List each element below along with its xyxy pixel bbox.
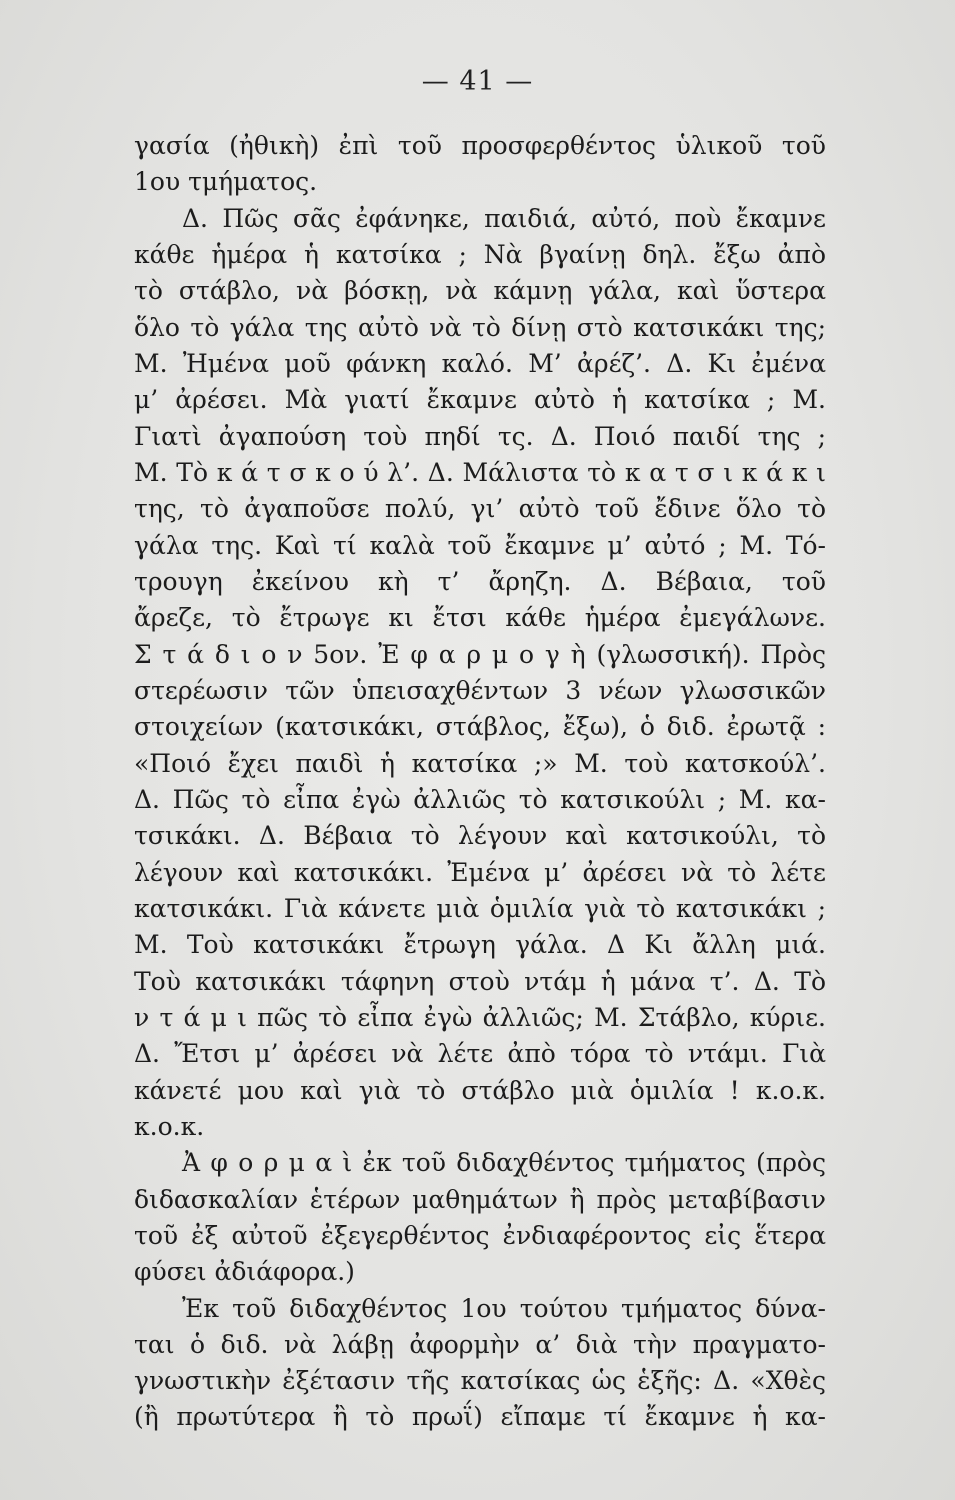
- text-line: τὸ στάβλο, νὰ βόσκῃ, νὰ κάμνῃ γάλα, καὶ ὕστερα: [134, 276, 826, 306]
- text-line: γνωστικὴν ἐξέτασιν τῆς κατσίκας ὡς ἑξῆς: Δ. «Χθὲς: [134, 1366, 826, 1396]
- text-line: Δ. Πῶς τὸ εἶπα ἐγὼ ἀλλιῶς τὸ κατσικούλι ; Μ. κα-: [134, 784, 826, 814]
- text-line: Ἀ φ ο ρ μ α ὶ ἐκ τοῦ διδαχθέντος τμήματος (πρὸς: [182, 1148, 826, 1178]
- text-line: μ’ ἀρέσει. Μὰ γιατί ἔκαμνε αὐτὸ ἡ κατσίκα ; Μ.: [134, 385, 826, 415]
- text-line: ὅλο τὸ γάλα της αὐτὸ νὰ τὸ δίνῃ στὸ κατσικάκι της;: [134, 312, 826, 342]
- text-line: Δ. Πῶς σᾶς ἐφάνηκε, παιδιά, αὐτό, ποὺ ἔκαμνε: [182, 203, 826, 233]
- text-line: «Ποιό ἔχει παιδὶ ἡ κατσίκα ;» Μ. τοὺ κατσκούλ’.: [134, 748, 826, 778]
- text-line: φύσει ἀδιάφορα.): [134, 1257, 355, 1287]
- text-line: κατσικάκι. Γιὰ κάνετε μιὰ ὁμιλία γιὰ τὸ κατσικάκι ;: [134, 893, 826, 923]
- text-line: της, τὸ ἀγαποῦσε πολύ, γι’ αὐτὸ τοῦ ἔδινε ὅλο τὸ: [134, 494, 826, 524]
- text-line: Δ. Ἔτσι μ’ ἀρέσει νὰ λέτε ἀπὸ τόρα τὸ ντάμι. Γιὰ: [134, 1039, 826, 1069]
- page-number: — 41 —: [421, 66, 534, 97]
- text-line: λέγουν καὶ κατσικάκι. Ἐμένα μ’ ἀρέσει νὰ τὸ λέτε: [134, 857, 826, 887]
- text-line: ν τ ά μ ι πῶς τὸ εἶπα ἐγὼ ἀλλιῶς; Μ. Στάβλο, κύριε.: [134, 1002, 826, 1032]
- text-line: Μ. Τοὺ κατσικάκι ἔτρωγη γάλα. Δ Κι ἄλλη μιά.: [134, 930, 826, 960]
- text-line: τσικάκι. Δ. Βέβαια τὸ λέγουν καὶ κατσικούλι, τὸ: [134, 821, 826, 851]
- text-line: διδασκαλίαν ἑτέρων μαθημάτων ἢ πρὸς μεταβίβασιν: [134, 1184, 826, 1214]
- text-line: γασία (ἠθικὴ) ἐπὶ τοῦ προσφερθέντος ὑλικοῦ τοῦ: [134, 131, 826, 160]
- text-line: Γιατὶ ἀγαπούση τοὺ πηδί τς. Δ. Ποιό παιδί της ;: [134, 421, 826, 451]
- text-line: Ἐκ τοῦ διδαχθέντος 1ου τούτου τμήματος δύνα-: [182, 1293, 826, 1323]
- text-line: 1ου τμήματος.: [134, 167, 318, 197]
- text-line: Σ τ ά δ ι ο ν 5ον. Ἐ φ α ρ μ ο γ ὴ (γλωσσική). Πρὸς: [134, 639, 826, 669]
- text-line: κάθε ἡμέρα ἡ κατσίκα ; Νὰ βγαίνῃ δηλ. ἔξω ἀπὸ: [134, 239, 826, 269]
- text-line: (ἢ πρωτύτερα ἢ τὸ πρωΐ) εἴπαμε τί ἔκαμνε ἡ κα-: [134, 1402, 826, 1432]
- text-line: γάλα της. Καὶ τί καλὰ τοῦ ἔκαμνε μ’ αὐτό ; Μ. Τό-: [134, 530, 826, 560]
- text-line: κ.ο.κ.: [134, 1111, 205, 1141]
- text-line: κάνετέ μου καὶ γιὰ τὸ στάβλο μιὰ ὁμιλία ! κ.ο.κ.: [134, 1075, 826, 1105]
- text-line: ἄρεζε, τὸ ἔτρωγε κι ἔτσι κάθε ἡμέρα ἐμεγάλωνε.: [134, 603, 826, 633]
- text-line: Τοὺ κατσικάκι τάφηνη στοὺ ντάμ ἡ μάνα τ’. Δ. Τὸ: [134, 966, 826, 996]
- text-line: τοῦ ἐξ αὐτοῦ ἐξεγερθέντος ἐνδιαφέροντος εἰς ἕτερα: [134, 1220, 826, 1250]
- text-line: ται ὁ διδ. νὰ λάβῃ ἀφορμὴν α’ διὰ τὴν πραγματο-: [134, 1329, 826, 1359]
- text-line: Μ. Τὸ κ ά τ σ κ ο ύ λ’. Δ. Μάλιστα τὸ κ α τ σ ι κ ά κ ι: [134, 457, 826, 487]
- text-line: στοιχείων (κατσικάκι, στάβλος, ἔξω), ὁ διδ. ἐρωτᾷ :: [134, 712, 826, 742]
- text-line: τρουγη ἐκείνου κὴ τ’ ἄρηζη. Δ. Βέβαια, τοῦ: [134, 566, 826, 596]
- text-line: στερέωσιν τῶν ὑπεισαχθέντων 3 νέων γλωσσικῶν: [134, 675, 826, 705]
- body-text: [134, 128, 826, 1436]
- text-line: Μ. Ἠμένα μοῦ φάνκη καλό. Μ’ ἀρέζ’. Δ. Κι ἐμένα: [134, 348, 826, 378]
